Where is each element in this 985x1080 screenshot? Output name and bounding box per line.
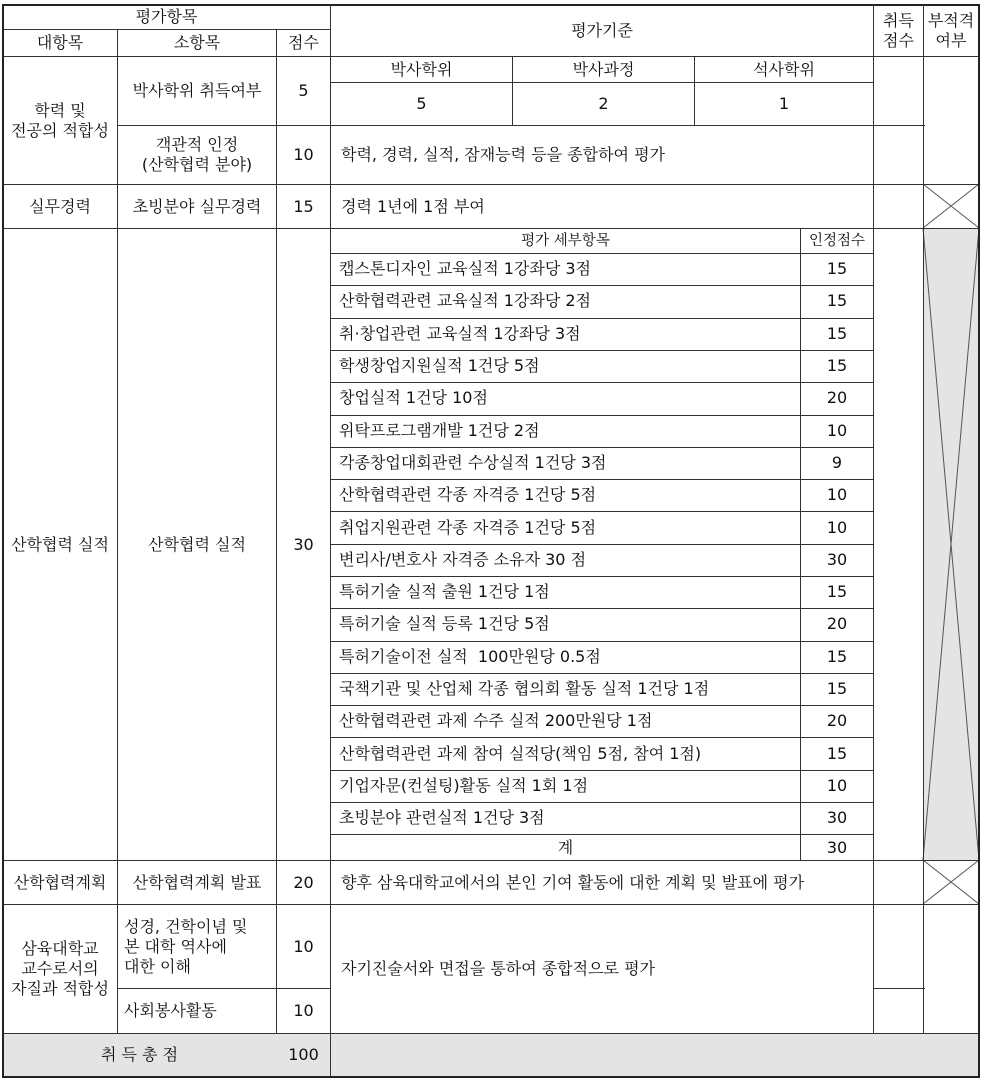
performance-row-points: 30 [826, 549, 848, 569]
header-obtained-score: 취득 점수 [883, 10, 914, 50]
performance-row-points: 15 [826, 743, 848, 763]
header-major-item: 대항목 [36, 33, 84, 52]
qualities-score-service: 10 [293, 1001, 314, 1020]
performance-total-points: 30 [826, 837, 848, 857]
education-minor-objective: 객관적 인정 (산학협력 분야) [141, 135, 253, 174]
performance-row-label: 취업지원관련 각종 자격증 1건당 5점 [339, 517, 597, 537]
performance-row-points: 20 [826, 614, 848, 634]
total-score: 100 [288, 1045, 319, 1064]
performance-score: 30 [293, 534, 314, 554]
degree-score: 2 [598, 94, 609, 113]
performance-row-points: 30 [826, 808, 848, 828]
education-score-doctorate: 5 [298, 81, 309, 100]
performance-row-label: 각종창업대회관련 수상실적 1건당 3점 [339, 452, 607, 472]
degree-score: 1 [778, 94, 790, 113]
header-score: 점수 [288, 33, 319, 52]
degree-label: 박사학위 [390, 59, 453, 79]
experience-major: 실무경력 [29, 196, 91, 216]
plan-score: 20 [293, 872, 314, 892]
header-criteria: 평가기준 [571, 20, 633, 40]
performance-row-label: 산학협력관련 교육실적 1강좌당 2점 [339, 291, 592, 311]
performance-row-label: 캡스톤디자인 교육실적 1강좌당 3점 [339, 259, 592, 279]
performance-row-points: 15 [826, 323, 848, 343]
education-major: 학력 및 전공의 적합성 [11, 100, 109, 140]
header-minor-item: 소항목 [173, 33, 221, 52]
performance-row-label: 변리사/변호사 자격증 소유자 30 점 [339, 549, 587, 569]
education-criteria-objective: 학력, 경력, 실적, 잠재능력 등을 종합하여 평가 [341, 145, 665, 164]
plan-minor: 산학협력계획 발표 [132, 872, 262, 892]
performance-row-label: 창업실적 1건당 10점 [339, 388, 488, 408]
performance-row-points: 15 [826, 646, 848, 666]
plan-major: 산학협력계획 [13, 872, 107, 892]
qualities-minor-bible: 성경, 건학이념 및 본 대학 역사에 대한 이해 [124, 916, 248, 976]
performance-row-label: 산학협력관련 과제 수주 실적 200만원당 1점 [339, 711, 653, 731]
degree-score: 5 [416, 94, 427, 113]
performance-row-label: 초빙분야 관련실적 1건당 3점 [339, 808, 545, 828]
education-score-objective: 10 [293, 145, 314, 164]
performance-row-points: 15 [826, 679, 848, 699]
performance-major: 산학협력 실적 [11, 534, 109, 554]
qualities-criteria: 자기진술서와 면접을 통하여 종합적으로 평가 [341, 959, 656, 978]
performance-row-label: 국책기관 및 산업체 각종 협의회 활동 실적 1건당 1점 [339, 679, 710, 699]
performance-row-label: 산학협력관련 각종 자격증 1건당 5점 [339, 485, 597, 505]
performance-row-points: 20 [826, 388, 848, 408]
performance-row-points: 10 [826, 420, 848, 440]
degree-label: 석사학위 [753, 59, 815, 79]
header-evaluation-items: 평가항목 [135, 7, 198, 26]
performance-row-label: 특허기술 실적 등록 1건당 5점 [339, 614, 550, 634]
qualities-minor-service: 사회봉사활동 [124, 1001, 217, 1020]
performance-row-points: 10 [826, 775, 848, 795]
total-label: 취 득 총 점 [100, 1045, 179, 1064]
performance-row-label: 학생창업지원실적 1건당 5점 [339, 356, 540, 376]
performance-row-points: 10 [826, 485, 848, 505]
performance-points-header: 인정점수 [808, 233, 866, 249]
qualities-score-bible: 10 [293, 936, 314, 956]
performance-row-points: 10 [826, 517, 848, 537]
qualities-major: 삼육대학교 교수로서의 자질과 적합성 [11, 939, 109, 998]
degree-label: 박사과정 [572, 59, 635, 79]
performance-row-points: 9 [831, 452, 843, 472]
experience-minor: 초빙분야 실무경력 [132, 196, 262, 216]
header-unfit: 부적격 여부 [927, 10, 975, 50]
performance-row-label: 산학협력관련 과제 참여 실적당(책임 5점, 참여 1점) [339, 743, 702, 763]
performance-row-points: 15 [826, 356, 848, 376]
plan-criteria: 향후 삼육대학교에서의 본인 기여 활동에 대한 계획 및 발표에 평가 [341, 872, 805, 892]
experience-score: 15 [293, 196, 314, 216]
education-minor-doctorate: 박사학위 취득여부 [132, 81, 262, 100]
performance-row-label: 취·창업관련 교육실적 1강좌당 3점 [339, 323, 581, 343]
performance-row-label: 특허기술 실적 출원 1건당 1점 [339, 582, 550, 602]
performance-minor: 산학협력 실적 [148, 534, 246, 554]
performance-row-points: 15 [826, 582, 848, 602]
performance-row-points: 20 [826, 711, 848, 731]
performance-row-points: 15 [826, 291, 848, 311]
performance-row-label: 위탁프로그램개발 1건당 2점 [339, 420, 540, 440]
performance-detail-header: 평가 세부항목 [521, 233, 610, 249]
performance-row-label: 특허기술이전 실적 100만원당 0.5점 [339, 646, 601, 666]
performance-row-points: 15 [826, 259, 848, 279]
performance-total-label: 계 [557, 837, 574, 857]
performance-row-label: 기업자문(컨설팅)활동 실적 1회 1점 [339, 775, 589, 795]
experience-criteria: 경력 1년에 1점 부여 [341, 196, 485, 216]
